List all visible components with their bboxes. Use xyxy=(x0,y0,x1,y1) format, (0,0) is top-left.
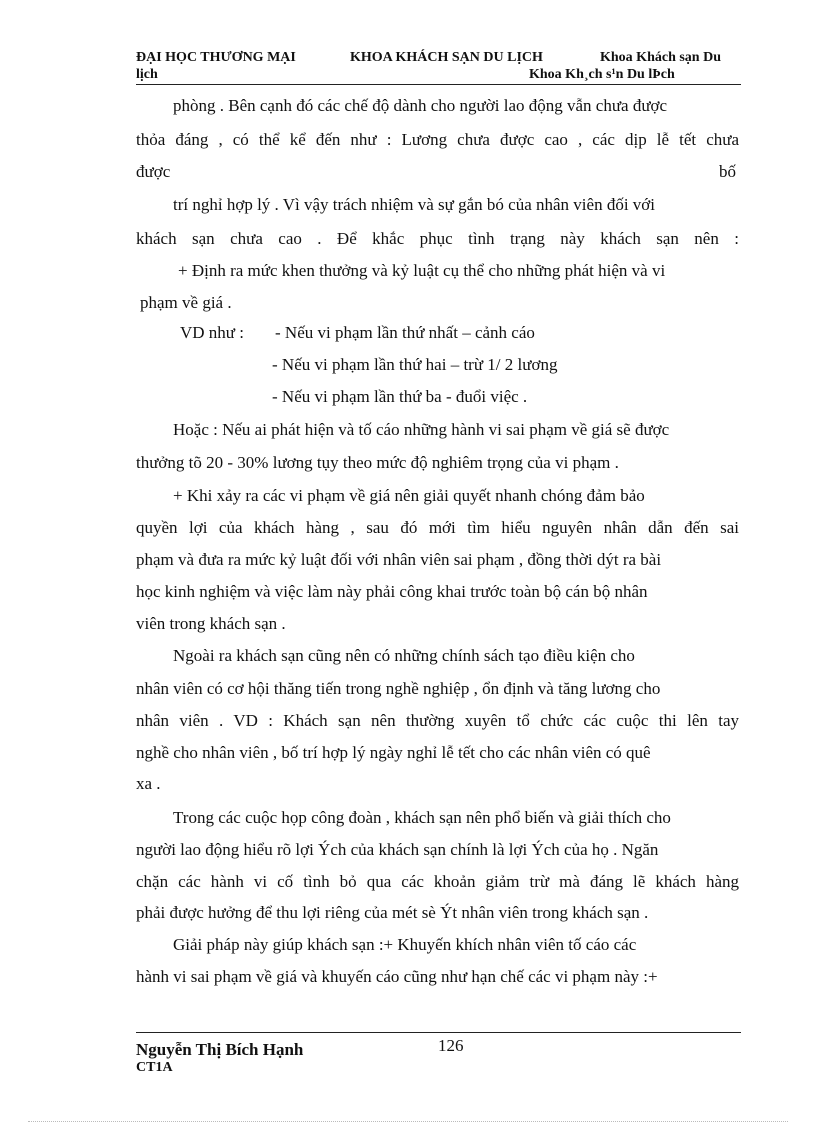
text-line: học kinh nghiệm và việc làm này phải công khai trước toàn bộ cán bộ nhân xyxy=(136,582,648,601)
text-line: hành vi sai phạm về giá và khuyến cáo cũng như hạn chế các vi phạm này :+ xyxy=(136,967,658,986)
text-line: khách sạn chưa cao . Để khắc phục tình trạng này khách sạn nên : xyxy=(136,229,739,248)
text-line: - Nếu vi phạm lần thứ nhất – cảnh cáo xyxy=(275,323,535,342)
text-line: phải được hưởng để thu lợi riêng của mét sè Ýt nhân viên trong khách sạn . xyxy=(136,903,649,922)
text-line: phòng . Bên cạnh đó các chế độ dành cho người lao động vẫn chưa được xyxy=(173,96,668,115)
text-line: nghề cho nhân viên , bố trí hợp lý ngày nghỉ lễ tết cho các nhân viên có quê xyxy=(136,743,651,762)
header-university: ĐẠI HỌC THƯƠNG MẠI xyxy=(136,50,296,65)
text-line: - Nếu vi phạm lần thứ hai – trừ 1/ 2 lương xyxy=(272,355,558,374)
text-line: Trong các cuộc họp công đoàn , khách sạn nên phổ biến và giải thích cho xyxy=(173,808,671,827)
text-line: trí nghỉ hợp lý . Vì vậy trách nhiệm và sự gắn bó của nhân viên đối với xyxy=(173,195,656,214)
text-line: thưởng tõ 20 - 30% lương tụy theo mức độ nghiêm trọng của vi phạm . xyxy=(136,453,619,472)
text-line: phạm về giá . xyxy=(140,293,232,312)
footer-rule xyxy=(136,1032,741,1033)
text-line: thỏa đáng , có thể kể đến như : Lương chưa được cao , các dịp lễ tết chưa xyxy=(136,130,739,149)
text-line: Ngoài ra khách sạn cũng nên có những chính sách tạo điều kiện cho xyxy=(173,646,635,665)
text-line: được xyxy=(136,162,171,181)
page-edge-divider xyxy=(28,1121,788,1122)
text-line: Hoặc : Nếu ai phát hiện và tố cáo những hành vi sai phạm về giá sẽ được xyxy=(173,420,670,439)
header-continuation: lịch xyxy=(136,67,158,82)
header-rule xyxy=(136,84,741,85)
text-line: + Định ra mức khen thưởng và kỷ luật cụ thể cho những phát hiện và vi xyxy=(178,261,666,280)
text-line: quyền lợi của khách hàng , sau đó mới tìm hiểu nguyên nhân dẫn đến sai xyxy=(136,518,739,537)
header-faculty-right: Khoa Khách sạn Du xyxy=(600,50,721,65)
footer-class-code: CT1A xyxy=(136,1060,173,1075)
text-line: chặn các hành vi cố tình bỏ qua các khoản giảm trừ mà đáng lẽ khách hàng xyxy=(136,872,739,891)
text-line: Giải pháp này giúp khách sạn :+ Khuyến khích nhân viên tố cáo các xyxy=(173,935,637,954)
text-line: bố xyxy=(719,162,736,181)
text-line: người lao động hiểu rõ lợi Ých của khách sạn chính là lợi Ých của họ . Ngăn xyxy=(136,840,659,859)
text-line: nhân viên có cơ hội thăng tiến trong nghề nghiệp , ổn định và tăng lương cho xyxy=(136,679,661,698)
text-line: VD như : xyxy=(180,323,244,342)
text-line: phạm và đưa ra mức kỷ luật đối với nhân viên sai phạm , đồng thời dýt ra bài xyxy=(136,550,662,569)
text-line: - Nếu vi phạm lần thứ ba - đuổi việc . xyxy=(272,387,528,406)
footer-author: Nguyễn Thị Bích Hạnh xyxy=(136,1040,304,1059)
text-line: xa . xyxy=(136,774,161,793)
text-line: viên trong khách sạn . xyxy=(136,614,286,633)
page-number: 126 xyxy=(438,1036,464,1055)
text-line: nhân viên . VD : Khách sạn nên thường xuyên tổ chức các cuộc thi lên tay xyxy=(136,711,739,730)
text-line: + Khi xảy ra các vi phạm về giá nên giải quyết nhanh chóng đảm bảo xyxy=(173,486,645,505)
header-faculty: KHOA KHÁCH SẠN DU LỊCH xyxy=(350,50,543,65)
header-garbled-faculty: Khoa Kh¸ch s¹n Du lÞch xyxy=(529,67,675,82)
